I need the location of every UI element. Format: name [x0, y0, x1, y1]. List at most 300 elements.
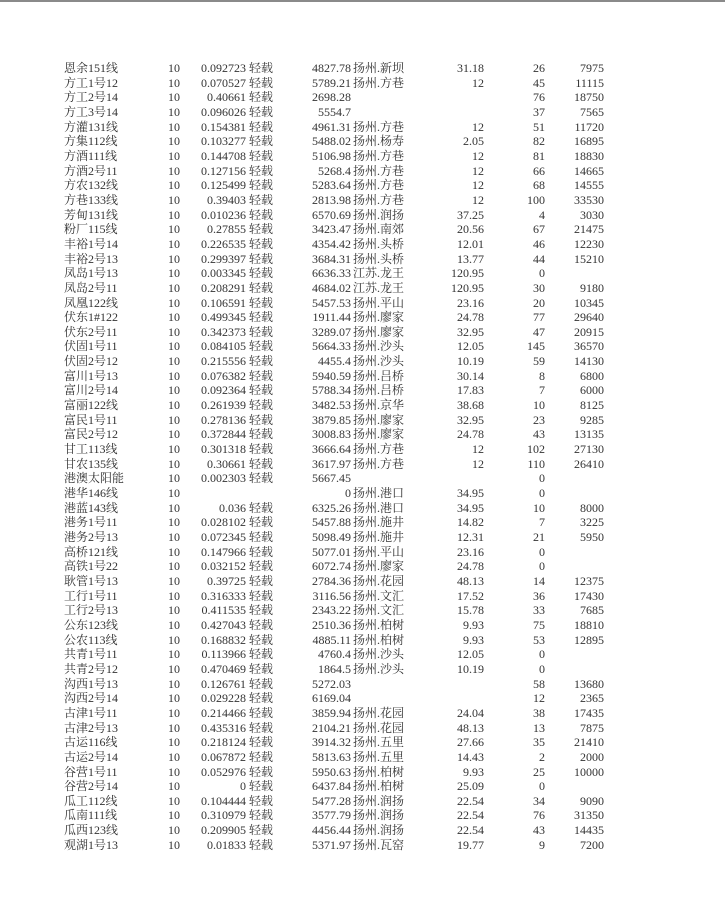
substation-cell: 扬州.方巷: [353, 192, 405, 207]
line-name-cell: 恩余151线: [64, 61, 119, 75]
voltage-cell: 10: [168, 647, 180, 662]
line-name-cell: 富川2号14: [64, 383, 119, 398]
count-cell: 0: [539, 647, 545, 662]
count-cell: 33: [533, 603, 545, 618]
amount-cell: 18830: [574, 148, 604, 163]
table-row: [0, 808, 725, 823]
capacity-cell: 5098.49: [312, 530, 351, 544]
count-cell: 102: [527, 442, 545, 457]
load-ratio-cell: 0.278136: [201, 412, 246, 427]
load-ratio-cell: 0.30661: [207, 456, 246, 471]
table-row: [0, 105, 725, 120]
voltage-cell: 10: [168, 178, 180, 193]
load-status-cell: 轻载: [249, 222, 274, 237]
table-row: [0, 383, 725, 398]
capacity-cell: 3008.83: [312, 427, 351, 442]
count-cell: 7: [539, 515, 545, 530]
voltage-cell: 10: [168, 148, 180, 163]
count-cell: 2: [539, 749, 545, 764]
distance-cell: 38.68: [457, 398, 484, 413]
voltage-cell: 10: [168, 207, 180, 222]
distance-cell: 15.78: [457, 603, 484, 618]
capacity-cell: 2510.36: [312, 617, 351, 632]
distance-cell: 34.95: [457, 486, 484, 501]
capacity-cell: 5457.88: [312, 515, 351, 530]
substation-cell: 扬州.杨寿: [353, 134, 405, 149]
load-status-cell: 轻载: [249, 368, 274, 383]
line-name-cell: 富民2号12: [64, 427, 119, 442]
load-status-cell: 轻载: [249, 793, 274, 808]
count-cell: 23: [533, 412, 545, 427]
amount-cell: 7975: [580, 61, 604, 75]
distance-cell: 12: [472, 192, 484, 207]
amount-cell: 13135: [574, 427, 604, 442]
amount-cell: 8125: [580, 398, 604, 413]
count-cell: 51: [533, 119, 545, 134]
capacity-cell: 4827.78: [312, 61, 351, 75]
capacity-cell: 0: [345, 486, 351, 501]
load-ratio-cell: 0.342373: [201, 324, 246, 339]
substation-cell: 扬州.吕桥: [353, 368, 405, 383]
voltage-cell: 10: [168, 442, 180, 457]
table-row: [0, 134, 725, 149]
distance-cell: 25.09: [457, 779, 484, 794]
voltage-cell: 10: [168, 456, 180, 471]
count-cell: 0: [539, 471, 545, 486]
line-name-cell: 凤岛1号13: [64, 266, 119, 281]
capacity-cell: 5371.97: [312, 837, 351, 852]
amount-cell: 33530: [574, 192, 604, 207]
capacity-cell: 5813.63: [312, 749, 351, 764]
load-ratio-cell: 0.214466: [201, 705, 246, 720]
substation-cell: 江苏.龙王: [353, 266, 405, 281]
line-name-cell: 古津2号13: [64, 720, 119, 735]
table-row: [0, 296, 725, 311]
load-status-cell: 轻载: [249, 779, 274, 794]
line-name-cell: 瓜西123线: [64, 823, 119, 838]
substation-cell: 扬州.柏树: [353, 779, 405, 794]
line-name-cell: 方工3号14: [64, 104, 119, 119]
load-ratio-cell: 0.27855: [207, 222, 246, 237]
load-ratio-cell: 0.226535: [201, 236, 246, 251]
voltage-cell: 10: [168, 104, 180, 119]
distance-cell: 9.93: [463, 632, 484, 647]
line-name-cell: 古津1号11: [64, 705, 118, 720]
capacity-cell: 4455.4: [318, 354, 351, 369]
line-name-cell: 港蓝143线: [64, 500, 119, 515]
amount-cell: 14130: [574, 354, 604, 369]
count-cell: 9: [539, 837, 545, 852]
line-name-cell: 方灌131线: [64, 119, 119, 134]
table-row: [0, 603, 725, 618]
capacity-cell: 2813.98: [312, 192, 351, 207]
distance-cell: 12: [472, 148, 484, 163]
substation-cell: 扬州.港口: [353, 500, 405, 515]
distance-cell: 12.31: [457, 530, 484, 544]
load-status-cell: 轻载: [249, 559, 274, 574]
count-cell: 26: [533, 61, 545, 75]
amount-cell: 12375: [574, 573, 604, 588]
load-status-cell: 轻载: [249, 192, 274, 207]
load-ratio-cell: 0.126761: [201, 676, 246, 691]
table-row: [0, 706, 725, 721]
load-status-cell: 轻载: [249, 705, 274, 720]
table-row: [0, 281, 725, 296]
substation-cell: 扬州.廖家: [353, 310, 405, 325]
substation-cell: 扬州.方巷: [353, 442, 405, 457]
table-row: [0, 721, 725, 736]
distance-cell: 12: [472, 75, 484, 90]
line-name-cell: 高铁1号22: [64, 559, 119, 574]
amount-cell: 6800: [580, 368, 604, 383]
count-cell: 59: [533, 354, 545, 369]
voltage-cell: 10: [168, 119, 180, 134]
count-cell: 53: [533, 632, 545, 647]
substation-cell: 扬州.柏树: [353, 632, 405, 647]
load-ratio-cell: 0.40661: [207, 90, 246, 105]
count-cell: 43: [533, 823, 545, 838]
voltage-cell: 10: [168, 471, 180, 486]
load-status-cell: 轻载: [249, 163, 274, 178]
amount-cell: 11115: [575, 75, 604, 90]
capacity-cell: 5106.98: [312, 148, 351, 163]
distance-cell: 12: [472, 442, 484, 457]
load-status-cell: 轻载: [249, 61, 274, 75]
substation-cell: 扬州.平山: [353, 295, 405, 310]
substation-cell: 扬州.方巷: [353, 456, 405, 471]
capacity-cell: 5789.21: [312, 75, 351, 90]
line-name-cell: 丰裕2号13: [64, 251, 119, 266]
load-status-cell: 轻载: [249, 456, 274, 471]
count-cell: 82: [533, 134, 545, 149]
line-name-cell: 沟西1号13: [64, 676, 119, 691]
line-name-cell: 粉厂115线: [64, 222, 118, 237]
count-cell: 37: [533, 104, 545, 119]
distance-cell: 9.93: [463, 764, 484, 779]
table-row: [0, 515, 725, 530]
voltage-cell: 10: [168, 61, 180, 75]
table-row: [0, 193, 725, 208]
voltage-cell: 10: [168, 559, 180, 574]
amount-cell: 16895: [574, 134, 604, 149]
voltage-cell: 10: [168, 779, 180, 794]
load-ratio-cell: 0.032152: [201, 559, 246, 574]
load-status-cell: 轻载: [249, 339, 274, 354]
distance-cell: 9.93: [463, 617, 484, 632]
amount-cell: 7200: [580, 837, 604, 852]
line-name-cell: 凤凰122线: [64, 295, 119, 310]
load-status-cell: 轻载: [249, 515, 274, 530]
line-name-cell: 方集112线: [64, 134, 118, 149]
capacity-cell: 5950.63: [312, 764, 351, 779]
load-ratio-cell: 0.316333: [201, 588, 246, 603]
load-status-cell: 轻载: [249, 324, 274, 339]
line-name-cell: 港务2号13: [64, 530, 119, 544]
table-row: [0, 339, 725, 354]
distance-cell: 24.78: [457, 559, 484, 574]
substation-cell: 扬州.五里: [353, 735, 405, 750]
table-row: [0, 457, 725, 472]
voltage-cell: 10: [168, 544, 180, 559]
count-cell: 36: [533, 588, 545, 603]
capacity-cell: 3577.79: [312, 808, 351, 823]
count-cell: 21: [533, 530, 545, 544]
count-cell: 0: [539, 559, 545, 574]
capacity-cell: 3914.32: [312, 735, 351, 750]
voltage-cell: 10: [168, 398, 180, 413]
load-ratio-cell: 0.147966: [201, 544, 246, 559]
capacity-cell: 4684.02: [312, 280, 351, 295]
load-ratio-cell: 0.092723: [201, 61, 246, 75]
load-status-cell: 轻载: [249, 691, 274, 706]
distance-cell: 10.19: [457, 661, 484, 676]
line-name-cell: 方工1号12: [64, 75, 119, 90]
voltage-cell: 10: [168, 735, 180, 750]
load-status-cell: 轻载: [249, 383, 274, 398]
table-row: [0, 662, 725, 677]
substation-cell: 扬州.廖家: [353, 559, 405, 574]
load-ratio-cell: 0.070527: [201, 75, 246, 90]
distance-cell: 12: [472, 178, 484, 193]
line-name-cell: 富川1号13: [64, 368, 119, 383]
substation-cell: 扬州.廖家: [353, 324, 405, 339]
load-status-cell: 轻载: [249, 632, 274, 647]
amount-cell: 10000: [574, 764, 604, 779]
capacity-cell: 3289.07: [312, 324, 351, 339]
amount-cell: 12895: [574, 632, 604, 647]
load-ratio-cell: 0.168832: [201, 632, 246, 647]
amount-cell: 18750: [574, 90, 604, 105]
table-row: [0, 501, 725, 516]
amount-cell: 6000: [580, 383, 604, 398]
voltage-cell: 10: [168, 354, 180, 369]
count-cell: 13: [533, 720, 545, 735]
line-name-cell: 甘工113线: [64, 442, 118, 457]
table-row: [0, 647, 725, 662]
capacity-cell: 5664.33: [312, 339, 351, 354]
load-status-cell: 轻载: [249, 119, 274, 134]
voltage-cell: 10: [168, 588, 180, 603]
distance-cell: 34.95: [457, 500, 484, 515]
load-ratio-cell: 0.036: [219, 500, 246, 515]
substation-cell: 扬州.沙头: [353, 339, 405, 354]
capacity-cell: 2343.22: [312, 603, 351, 618]
count-cell: 67: [533, 222, 545, 237]
line-name-cell: 瓜南111线: [64, 808, 118, 823]
count-cell: 66: [533, 163, 545, 178]
load-status-cell: 轻载: [249, 603, 274, 618]
table-row: [0, 310, 725, 325]
table-row: [0, 325, 725, 340]
line-name-cell: 共青2号12: [64, 661, 119, 676]
substation-cell: 扬州.方巷: [353, 148, 405, 163]
line-name-cell: 伏固1号11: [64, 339, 118, 354]
load-status-cell: 轻载: [249, 661, 274, 676]
load-status-cell: 轻载: [249, 412, 274, 427]
table-row: [0, 120, 725, 135]
amount-cell: 14665: [574, 163, 604, 178]
table-row: [0, 471, 725, 486]
line-name-cell: 谷营1号11: [64, 764, 118, 779]
load-status-cell: 轻载: [249, 427, 274, 442]
count-cell: 145: [527, 339, 545, 354]
capacity-cell: 6325.26: [312, 500, 351, 515]
distance-cell: 12: [472, 163, 484, 178]
amount-cell: 13680: [574, 676, 604, 691]
table-row: [0, 794, 725, 809]
substation-cell: 扬州.新坝: [353, 61, 405, 75]
load-ratio-cell: 0.106591: [201, 295, 246, 310]
load-status-cell: 轻载: [249, 354, 274, 369]
load-status-cell: 轻载: [249, 90, 274, 105]
amount-cell: 14435: [574, 823, 604, 838]
substation-cell: 扬州.施井: [353, 515, 405, 530]
load-status-cell: 轻载: [249, 573, 274, 588]
distance-cell: 12.05: [457, 339, 484, 354]
distance-cell: 12: [472, 456, 484, 471]
load-ratio-cell: 0.218124: [201, 735, 246, 750]
table-row: [0, 164, 725, 179]
distance-cell: 22.54: [457, 808, 484, 823]
line-name-cell: 港澳太阳能: [64, 471, 125, 486]
line-name-cell: 观湖1号13: [64, 837, 119, 852]
load-status-cell: 轻载: [249, 617, 274, 632]
substation-cell: 扬州.花园: [353, 705, 405, 720]
line-name-cell: 瓜工112线: [64, 793, 118, 808]
load-status-cell: 轻载: [249, 295, 274, 310]
load-ratio-cell: 0.39725: [207, 573, 246, 588]
distance-cell: 32.95: [457, 412, 484, 427]
distance-cell: 27.66: [457, 735, 484, 750]
amount-cell: 3030: [580, 207, 604, 222]
capacity-cell: 3482.53: [312, 398, 351, 413]
load-ratio-cell: 0.144708: [201, 148, 246, 163]
distance-cell: 120.95: [451, 266, 484, 281]
substation-cell: 扬州.港口: [353, 486, 405, 501]
amount-cell: 5950: [580, 530, 604, 544]
voltage-cell: 10: [168, 266, 180, 281]
amount-cell: 17430: [574, 588, 604, 603]
table-row: [0, 618, 725, 633]
amount-cell: 21410: [574, 735, 604, 750]
table-row: [0, 61, 725, 76]
capacity-cell: 4354.42: [312, 236, 351, 251]
load-status-cell: 轻载: [249, 310, 274, 325]
load-status-cell: 轻载: [249, 75, 274, 90]
load-ratio-cell: 0.092364: [201, 383, 246, 398]
table-row: [0, 222, 725, 237]
distance-cell: 12.01: [457, 236, 484, 251]
load-status-cell: 轻载: [249, 749, 274, 764]
substation-cell: 扬州.柏树: [353, 617, 405, 632]
amount-cell: 26410: [574, 456, 604, 471]
load-status-cell: 轻载: [249, 808, 274, 823]
capacity-cell: 6169.04: [312, 691, 351, 706]
voltage-cell: 10: [168, 427, 180, 442]
capacity-cell: 6636.33: [312, 266, 351, 281]
amount-cell: 9090: [580, 793, 604, 808]
load-ratio-cell: 0.411535: [201, 603, 246, 618]
load-ratio-cell: 0: [240, 779, 246, 794]
voltage-cell: 10: [168, 603, 180, 618]
amount-cell: 36570: [574, 339, 604, 354]
load-ratio-cell: 0.103277: [201, 134, 246, 149]
distance-cell: 30.14: [457, 368, 484, 383]
capacity-cell: 3859.94: [312, 705, 351, 720]
count-cell: 75: [533, 617, 545, 632]
distance-cell: 20.56: [457, 222, 484, 237]
load-ratio-cell: 0.372844: [201, 427, 246, 442]
distance-cell: 2.05: [463, 134, 484, 149]
amount-cell: 15210: [574, 251, 604, 266]
page-top-border: [0, 0, 725, 2]
load-ratio-cell: 0.154381: [201, 119, 246, 134]
voltage-cell: 10: [168, 486, 180, 501]
count-cell: 47: [533, 324, 545, 339]
voltage-cell: 10: [168, 75, 180, 90]
count-cell: 25: [533, 764, 545, 779]
load-status-cell: 轻载: [249, 398, 274, 413]
line-name-cell: 公东123线: [64, 617, 119, 632]
load-ratio-cell: 0.028102: [201, 515, 246, 530]
count-cell: 30: [533, 280, 545, 295]
line-name-cell: 芳甸131线: [64, 207, 119, 222]
line-name-cell: 谷营2号14: [64, 779, 119, 794]
load-ratio-cell: 0.209905: [201, 823, 246, 838]
table-row: [0, 178, 725, 193]
table-row: [0, 354, 725, 369]
line-name-cell: 古运2号14: [64, 749, 119, 764]
line-name-cell: 高桥121线: [64, 544, 119, 559]
voltage-cell: 10: [168, 222, 180, 237]
amount-cell: 10345: [574, 295, 604, 310]
capacity-cell: 5272.03: [312, 676, 351, 691]
table-row: [0, 779, 725, 794]
voltage-cell: 10: [168, 573, 180, 588]
load-ratio-cell: 0.301318: [201, 442, 246, 457]
substation-cell: 扬州.施井: [353, 530, 405, 544]
substation-cell: 扬州.沙头: [353, 354, 405, 369]
load-status-cell: 轻载: [249, 530, 274, 544]
substation-cell: 扬州.廖家: [353, 412, 405, 427]
count-cell: 77: [533, 310, 545, 325]
table-row: [0, 149, 725, 164]
substation-cell: 扬州.沙头: [353, 647, 405, 662]
amount-cell: 12230: [574, 236, 604, 251]
load-status-cell: 轻载: [249, 178, 274, 193]
distance-cell: 24.04: [457, 705, 484, 720]
voltage-cell: 10: [168, 192, 180, 207]
voltage-cell: 10: [168, 280, 180, 295]
line-name-cell: 伏东1#122: [64, 310, 119, 325]
distance-cell: 23.16: [457, 544, 484, 559]
capacity-cell: 6570.69: [312, 207, 351, 222]
table-row: [0, 765, 725, 780]
capacity-cell: 5268.4: [318, 163, 351, 178]
voltage-cell: 10: [168, 310, 180, 325]
distance-cell: 13.77: [457, 251, 484, 266]
substation-cell: 扬州.文汇: [353, 588, 405, 603]
count-cell: 46: [533, 236, 545, 251]
table-row: [0, 398, 725, 413]
distance-cell: 24.78: [457, 427, 484, 442]
count-cell: 4: [539, 207, 545, 222]
line-name-cell: 方巷133线: [64, 192, 119, 207]
count-cell: 10: [533, 500, 545, 515]
load-status-cell: 轻载: [249, 837, 274, 852]
count-cell: 0: [539, 486, 545, 501]
capacity-cell: 3116.56: [312, 588, 351, 603]
